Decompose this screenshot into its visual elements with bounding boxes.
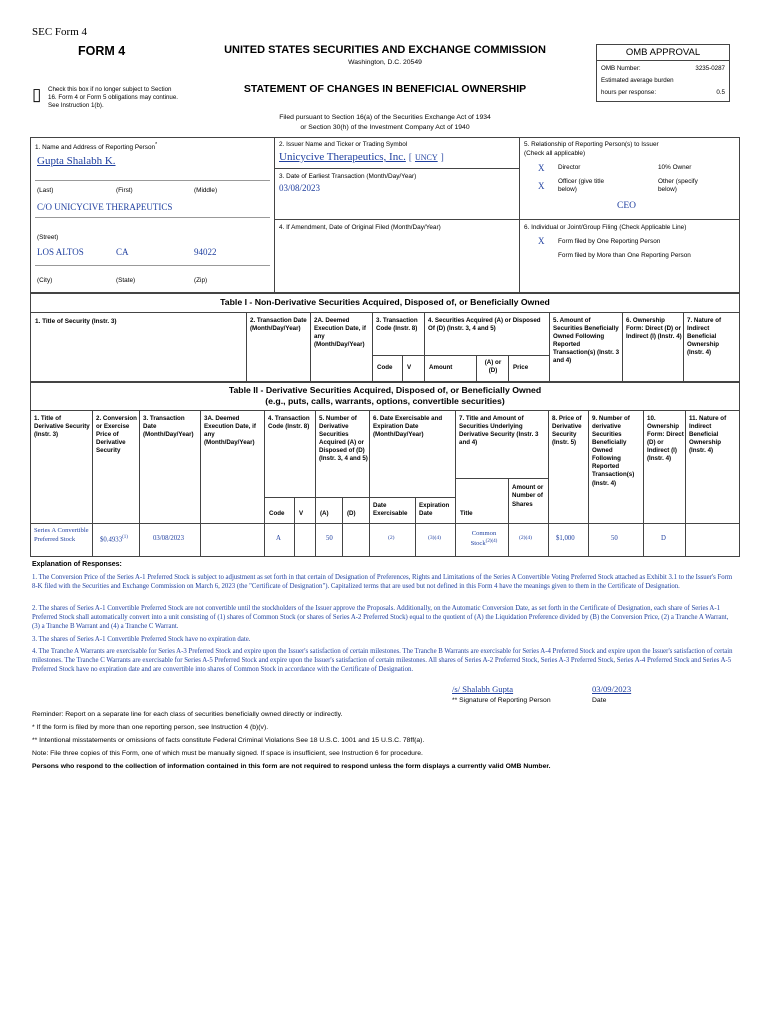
- row-code: A: [276, 535, 281, 542]
- omb-box: [596, 44, 730, 102]
- footnote-star: * If the form is filed by more than one reporting person, see Instruction 4 (b)(v).: [32, 724, 269, 731]
- omb-burden-label: Estimated average burden: [601, 77, 674, 84]
- signature-name: /s/ Shalabh Gupta: [452, 684, 514, 694]
- t1-amount: Amount: [429, 364, 453, 371]
- table2-subtitle: (e.g., puts, calls, warrants, options, convertible securities): [265, 396, 505, 406]
- row-date-exercisable: (2): [388, 535, 395, 541]
- t1-col6: 6. Ownership Form: Direct (D) or Indirect (I) (Instr. 4): [626, 317, 682, 341]
- officer-title: CEO: [617, 201, 636, 211]
- box1-label: 1. Name and Address of Reporting Person*: [35, 142, 158, 152]
- other-label: Other (specify below): [658, 178, 698, 194]
- table1-title: Table I - Non-Derivative Securities Acquired, Disposed of, or Beneficially Owned: [220, 297, 550, 307]
- t2-col2: 2. Conversion or Exercise Price of Derivative Security: [96, 415, 137, 455]
- address-value: C/O UNICYCIVE THERAPEUTICS: [37, 202, 173, 212]
- row-ownership-form: D: [661, 535, 666, 542]
- form-title: FORM 4: [78, 44, 126, 58]
- middle-label: (Middle): [194, 187, 218, 194]
- footnote-double-star: ** Intentional misstatements or omissions of facts constitute Federal Criminal Violations See 18 U.S.C. 1001 and 15 U.S.C. 78ff(a).: [32, 737, 425, 744]
- t1-code: Code: [377, 364, 393, 371]
- t2-col7: 7. Title and Amount of Securities Underlying Derivative Security (Instr. 3 and 4): [459, 415, 539, 447]
- reporting-person-name[interactable]: Gupta Shalabh K.: [37, 155, 116, 167]
- footnote-note: Note: File three copies of this Form, one of which must be manually signed. If space is insufficient, see Instruction 6 for procedure.: [32, 750, 423, 757]
- box6-label: 6. Individual or Joint/Group Filing (Check Applicable Line): [524, 224, 687, 231]
- t2-a: (A): [320, 510, 329, 517]
- signature-label: ** Signature of Reporting Person: [452, 697, 551, 704]
- t2-col3a: 3A. Deemed Execution Date, if any (Month/Day/Year): [204, 415, 256, 447]
- omb-title: OMB APPROVAL: [597, 45, 729, 61]
- t2-col10: 10. Ownership Form: Direct (D) or Indirect (I) (Instr. 4): [647, 415, 684, 463]
- t2-col11: 11. Nature of Indirect Beneficial Ownership (Instr. 4): [689, 415, 727, 455]
- t1-v: V: [407, 364, 412, 371]
- one-person-label: Form filed by One Reporting Person: [558, 238, 661, 245]
- t1-price: Price: [513, 364, 529, 371]
- row-title: Common Stock$^{(2)(4)}$: [470, 530, 498, 548]
- t2-col9: 9. Number of derivative Securities Beneficially Owned Following Reported Transaction(s) (Instr. 4): [592, 415, 635, 487]
- sec-form-label: SEC Form 4: [32, 26, 88, 38]
- omb-number-value: 3235-0287: [695, 65, 725, 72]
- t2-title: Title: [460, 510, 473, 517]
- t1-col5: 5. Amount of Securities Beneficially Owned Following Reported Transaction(s) (Instr. 3 and 4): [553, 317, 620, 365]
- box3-label: 3. Date of Earliest Transaction (Month/Day/Year): [279, 173, 417, 180]
- row-deriv-price: $1,000: [556, 535, 575, 542]
- director-label: Director: [558, 164, 581, 171]
- reminder: Reminder: Report on a separate line for each class of securities beneficially owned directly or indirectly.: [32, 711, 343, 718]
- t1-col2a: 2A. Deemed Execution Date, if any (Month/Day/Year): [314, 317, 366, 349]
- explanation-title: Explanation of Responses:: [32, 561, 122, 568]
- t2-amount-shares: Amount or Number of Shares: [512, 484, 544, 508]
- t2-v: V: [299, 510, 304, 517]
- box2-label: 2. Issuer Name and Ticker or Trading Symbol: [279, 141, 408, 148]
- issuer-line: Unicycive Therapeutics, Inc. [ UNCY ]: [279, 151, 444, 163]
- t2-col3: 3. Transaction Date (Month/Day/Year): [143, 415, 194, 439]
- checkbox[interactable]: ▯: [32, 85, 42, 104]
- officer-check[interactable]: X: [538, 181, 545, 191]
- city-value: LOS ALTOS: [37, 247, 84, 257]
- t1-col3: 3. Transaction Code (Instr. 8): [376, 317, 418, 333]
- commission-location: Washington, D.C. 20549: [348, 59, 422, 66]
- officer-label: Officer (give title below): [558, 178, 605, 194]
- street-label: (Street): [37, 234, 59, 241]
- ten-percent-owner-label: 10% Owner: [658, 164, 692, 171]
- more-persons-label: Form filed by More than One Reporting Person: [558, 252, 691, 259]
- note-4: 4. The Tranche A Warrants are exercisable for Series A-3 Preferred Stock and expire upon the Issuer's satisfaction of certain milestones. The Tranche B Warrants are exercisable for Series A-4 Preferred Stock and expire upon the Issuer's satisfaction of certain milestones. The Tranche C Warrants are exercisable for Series A-5 Preferred Stock and expire upon the Issuer's satisfaction of certain milestones. All shares of Series A-2 Preferred Stock, Series A-3 Preferred Stock, Series A-4 Preferred Stock and Series A-5 Preferred Stock have no expiration date and are convertible into shares of Common Stock in accordance with the Certificate of Designation.: [32, 648, 733, 674]
- table2-title: Table II - Derivative Securities Acquired, Disposed of, or Beneficially Owned: [228, 385, 542, 395]
- t2-col8: 8. Price of Derivative Security (Instr. 5): [552, 415, 582, 447]
- state-value: CA: [116, 247, 129, 257]
- one-person-check[interactable]: X: [538, 236, 545, 246]
- t1-col1: 1. Title of Security (Instr. 3): [35, 318, 117, 325]
- row-owned: 50: [611, 535, 618, 542]
- t2-code: Code: [269, 510, 285, 517]
- box5-label: 5. Relationship of Reporting Person(s) to Issuer: [524, 141, 659, 148]
- omb-hours-value: 0.5: [716, 89, 725, 96]
- t1-aord: (A) or (D): [484, 359, 502, 375]
- footnote-omb: Persons who respond to the collection of information contained in this form are not required to respond unless the form displays a currently valid OMB Number.: [32, 763, 551, 770]
- t2-col6: 6. Date Exercisable and Expiration Date (Month/Day/Year): [373, 415, 443, 439]
- zip-label: (Zip): [194, 277, 208, 284]
- filed-pursuant-line1: Filed pursuant to Section 16(a) of the Securities Exchange Act of 1934: [279, 114, 491, 121]
- city-label: (City): [37, 277, 53, 284]
- date-label: Date: [592, 697, 607, 704]
- note-2: 2. The shares of Series A-1 Convertible Preferred Stock are not convertible until the stockholders of the Issuer approve the Proposals. Additionally, on the Automatic Conversion Date, as set forth in the Certificate of Designation, each share of Series A-1 Preferred Stock shall automatically convert into a unit consisting of (1) shares of Common Stock (or shares of Series A-2 Preferred Stock) equal to the quotient of (A) the Liquidation Preference divided by (B) the Conversion Price, (2) a Tranche A Warrant, (3) a Tranche B Warrant and (4) a Tranche C Warrant.: [32, 605, 729, 631]
- box4-label: 4. If Amendment, Date of Original Filed (Month/Day/Year): [279, 224, 441, 231]
- zip-value: 94022: [194, 247, 217, 257]
- t2-col1: 1. Title of Derivative Security (Instr. 3): [34, 415, 90, 439]
- ticker-symbol[interactable]: UNCY: [414, 153, 438, 162]
- row-acquired: 50: [326, 535, 333, 542]
- row-security: Series A Convertible Preferred Stock: [34, 527, 89, 543]
- issuer-name[interactable]: Unicycive Therapeutics, Inc.: [279, 151, 406, 163]
- t2-d: (D): [347, 510, 356, 517]
- filed-pursuant-line2: or Section 30(h) of the Investment Company Act of 1940: [300, 124, 470, 131]
- t2-date-exercisable: Date Exercisable: [373, 502, 408, 518]
- omb-hours-label: hours per response:: [601, 89, 657, 96]
- first-label: (First): [116, 187, 133, 194]
- t1-col7: 7. Nature of Indirect Beneficial Ownership (Instr. 4): [687, 317, 722, 357]
- note-1: 1. The Conversion Price of the Series A-1 Preferred Stock is subject to adjustment as set forth in that certain of Designation of Preferences, Rights and Limitations of the Series A Convertible Voting Preferred Stock attached as Exhibit 3.1 to the Issuer's Form 8-K filed with the Securities and Exchange Commission on March 6, 2023 (the "Certificate of Designation"). Capitalized terms that are used but not defined in this Form 4 have the meanings given to them in the Certificate of Designation.: [32, 574, 733, 591]
- last-label: (Last): [37, 187, 54, 194]
- row-date: 03/08/2023: [153, 535, 184, 542]
- t1-col2: 2. Transaction Date (Month/Day/Year): [250, 317, 307, 333]
- commission-title: UNITED STATES SECURITIES AND EXCHANGE COMMISSION: [224, 44, 546, 56]
- omb-number-label: OMB Number:: [601, 65, 641, 72]
- t1-col4: 4. Securities Acquired (A) or Disposed Of (D) (Instr. 3, 4 and 5): [428, 317, 541, 333]
- director-check[interactable]: X: [538, 163, 545, 173]
- row-amount: (2)(4): [519, 535, 533, 541]
- signature-date: 03/09/2023: [592, 684, 632, 694]
- statement-title: STATEMENT OF CHANGES IN BENEFICIAL OWNERSHIP: [243, 83, 527, 95]
- state-label: (State): [116, 277, 136, 284]
- row-expiration: (3)(4): [428, 535, 442, 541]
- box5-sublabel: (Check all applicable): [524, 150, 586, 157]
- note-3: 3. The shares of Series A-1 Convertible Preferred Stock have no expiration date.: [32, 636, 251, 643]
- t2-expiration: Expiration Date: [419, 502, 450, 518]
- t2-col4: 4. Transaction Code (Instr. 8): [268, 415, 310, 431]
- earliest-transaction-date: 03/08/2023: [279, 183, 321, 193]
- row-price: $0.4933$^{(1)}$: [100, 535, 128, 544]
- t2-col5: 5. Number of Derivative Securities Acquired (A) or Disposed of (D) (Instr. 3, 4 and 5): [319, 415, 368, 463]
- checkbox-label: Check this box if no longer subject to Section 16. Form 4 or Form 5 obligations may continue. See Instruction 1(b).: [48, 86, 178, 110]
